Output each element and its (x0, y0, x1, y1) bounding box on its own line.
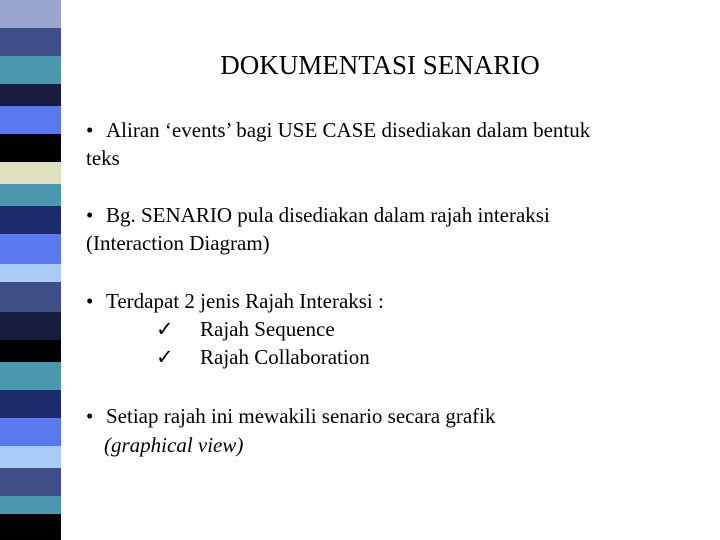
checkmark-icon: ✓ (156, 317, 174, 341)
strip-tile (0, 106, 64, 134)
sub-item-collaboration (156, 343, 370, 371)
strip-tile (0, 496, 64, 514)
decorative-side-strip (0, 0, 64, 540)
strip-edge (61, 0, 64, 540)
strip-tile (0, 184, 64, 206)
strip-tile (0, 446, 64, 468)
strip-tile (0, 390, 64, 418)
sub-item-sequence (156, 315, 335, 343)
sub-item-text: Rajah Sequence (200, 317, 335, 341)
slide-title: DOKUMENTASI SENARIO (220, 50, 540, 80)
bullet-text: Setiap rajah ini mewakili senario secara grafik (106, 404, 496, 428)
strip-tile (0, 340, 64, 362)
strip-tile (0, 162, 64, 184)
bullet-4 (86, 402, 686, 430)
bullet-4-continuation: (graphical view) (104, 433, 244, 457)
strip-tile (0, 0, 64, 28)
strip-tile (0, 206, 64, 234)
bullet-3 (86, 287, 686, 315)
strip-tile (0, 418, 64, 446)
strip-tile (0, 312, 64, 340)
checkmark-icon: ✓ (156, 345, 174, 369)
bullet-marker: • (86, 404, 94, 428)
bullet-2-continuation: (Interaction Diagram) (86, 231, 270, 255)
strip-tile (0, 514, 64, 540)
bullet-2 (86, 201, 686, 229)
strip-tile (0, 282, 64, 312)
bullet-1-continuation: teks (86, 146, 120, 170)
strip-tile (0, 362, 64, 390)
strip-tile (0, 28, 64, 56)
bullet-marker: • (86, 289, 94, 313)
strip-tile (0, 84, 64, 106)
sub-item-text: Rajah Collaboration (200, 345, 370, 369)
strip-tile (0, 134, 64, 162)
strip-tile (0, 56, 64, 84)
bullet-1 (86, 116, 686, 144)
bullet-marker: • (86, 118, 94, 142)
bullet-text: Aliran ‘events’ bagi USE CASE disediakan dalam bentuk (106, 118, 591, 142)
bullet-text: Bg. SENARIO pula disediakan dalam rajah interaksi (106, 203, 550, 227)
strip-tile (0, 234, 64, 264)
strip-tile (0, 468, 64, 496)
strip-tile (0, 264, 64, 282)
bullet-text: Terdapat 2 jenis Rajah Interaksi : (106, 289, 384, 313)
bullet-marker: • (86, 203, 94, 227)
